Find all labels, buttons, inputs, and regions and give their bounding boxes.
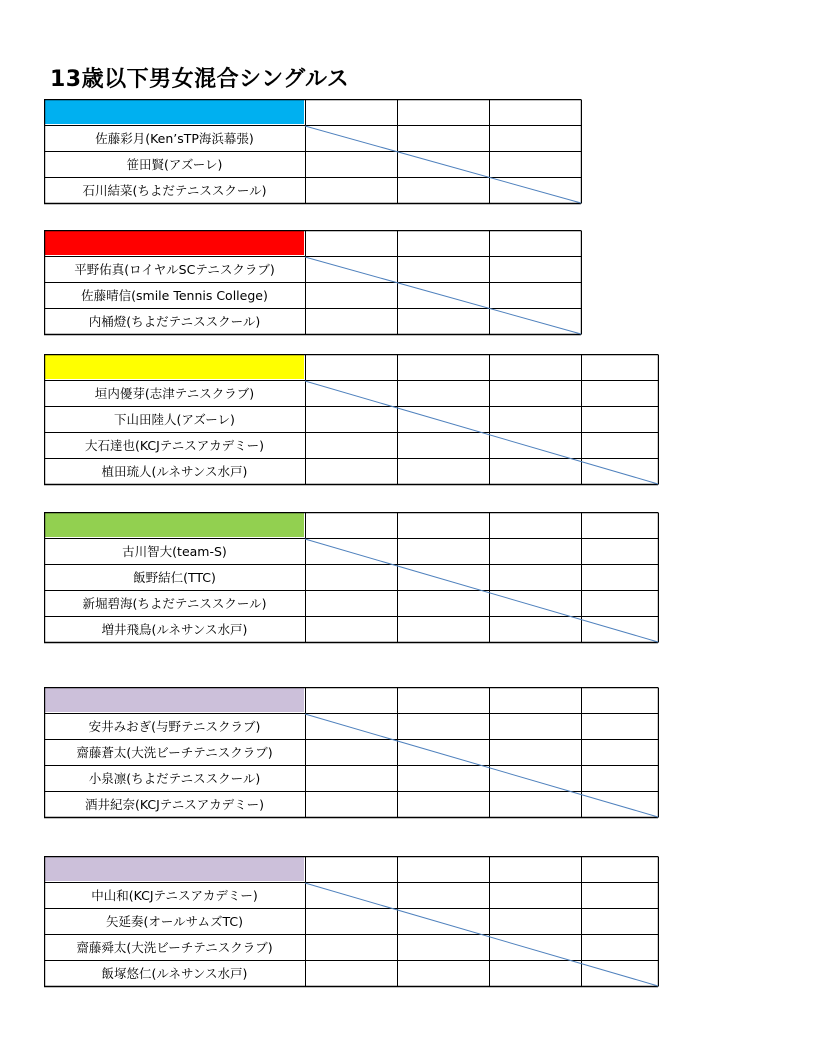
table-grid-lines (44, 856, 659, 988)
table-grid-lines (44, 687, 659, 819)
player-name: 増井飛鳥(ルネサンス水戸) (101, 622, 248, 637)
player-name: 内桶燈(ちよだテニススクール) (88, 314, 261, 329)
table-grid-lines (44, 354, 659, 486)
player-name: 小泉凛(ちよだテニススクール) (88, 771, 261, 786)
table-grid-lines (44, 512, 659, 644)
group-table (44, 354, 659, 486)
group-table (44, 230, 582, 336)
player-name: 齋藤舜太(大洗ビーチテニスクラブ) (76, 940, 273, 955)
self-match-diagonal (305, 257, 581, 334)
player-name: 中山和(KCJテニスアカデミー) (91, 888, 258, 903)
page-title: 13歳以下男女混合シングルス (50, 67, 350, 92)
player-name: 大石達也(KCJテニスアカデミー) (84, 438, 265, 453)
player-name: 笹田賢(アズーレ) (126, 157, 223, 172)
player-name: 酒井紀奈(KCJテニスアカデミー) (84, 797, 265, 812)
player-name: 飯野結仁(TTC) (133, 570, 216, 585)
player-name: 石川結菜(ちよだテニススクール) (82, 183, 267, 198)
player-name: 垣内優芽(志津テニスクラブ) (94, 386, 255, 401)
group-table (44, 512, 659, 644)
player-name: 古川智大(team-S) (122, 544, 227, 559)
player-name: 齋藤蒼太(大洗ビーチテニスクラブ) (76, 745, 273, 760)
group-table (44, 99, 582, 205)
group-table (44, 856, 659, 988)
table-grid-lines (44, 230, 582, 336)
player-name: 植田琉人(ルネサンス水戸) (101, 464, 248, 479)
player-name: 佐藤晴信(smile Tennis College) (81, 288, 268, 303)
self-match-diagonal (305, 126, 581, 203)
player-name: 佐藤彩月(Ken’sTP海浜幕張) (95, 131, 254, 146)
player-name: 下山田陸人(アズーレ) (114, 412, 235, 427)
player-name: 飯塚悠仁(ルネサンス水戸) (101, 966, 248, 981)
player-name: 平野佑真(ロイヤルSCテニスクラブ) (74, 262, 275, 277)
player-name: 安井みおぎ(与野テニスクラブ) (88, 719, 261, 734)
player-name: 新堀碧海(ちよだテニススクール) (82, 596, 267, 611)
table-grid-lines (44, 99, 582, 205)
group-table (44, 687, 659, 819)
player-name: 矢延奏(オールサムズTC) (105, 914, 243, 929)
